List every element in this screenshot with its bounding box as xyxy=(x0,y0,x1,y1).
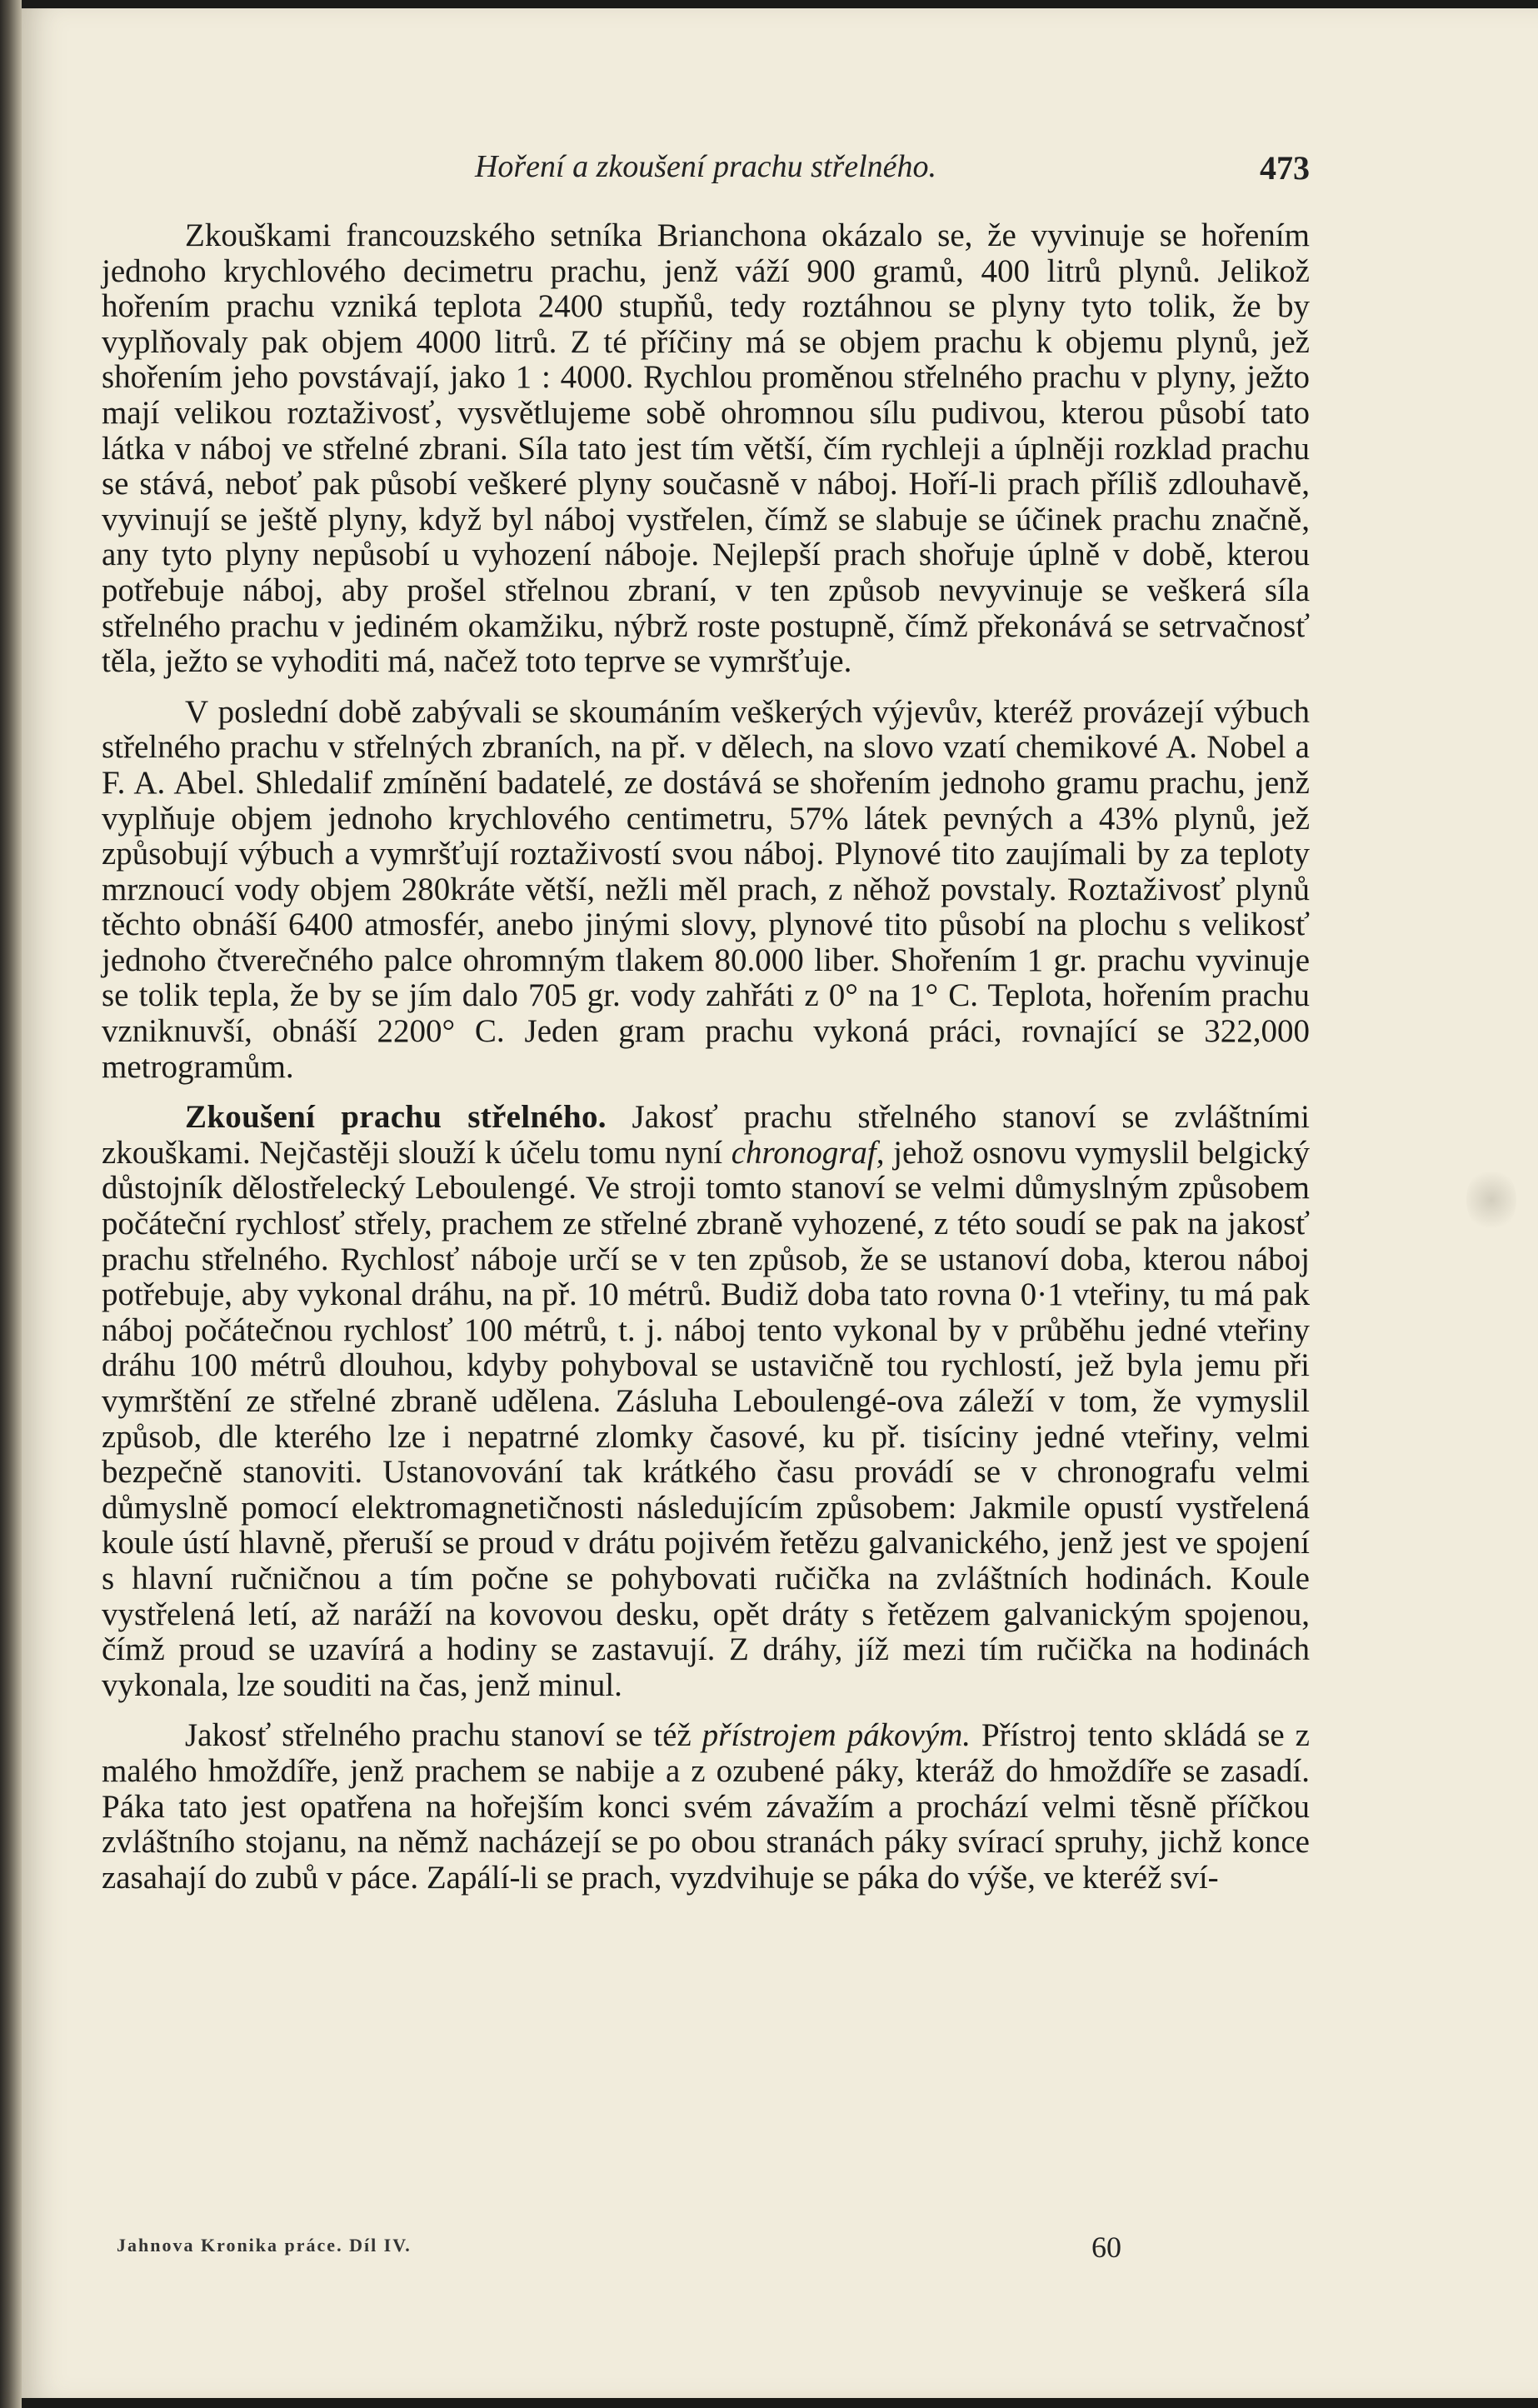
term-chronograf: chronograf, xyxy=(731,1134,885,1171)
paragraph-4 xyxy=(102,1718,1310,1896)
paragraph-3 xyxy=(102,1100,1310,1703)
term-pristroj-pakovy: přístrojem pákovým. xyxy=(702,1717,971,1754)
paragraph-1: Zkouškami francouzského setníka Brianchona okázalo se, že vyvinuje se hořením jednoho krychlového decimetru prachu, jenž váží 900 gramů, 400 litrů plynů. Jelikož hořením prachu vzniká teplota 2400 stupňů, tedy roztáhnou se plyny tyto tolik, že by vyplňovaly pak objem 4000 litrů. Z té příčiny má se objem prachu k objemu plynů, jež shořením jeho povstávají, jako 1 : 4000. Rychlou proměnou střelného prachu v plyny, ježto mají velikou roztaživosť, vysvětlujeme sobě ohromnou sílu pudivou, kterou působí tato látka v náboj ve střelné zbrani. Síla tato jest tím větší, čím rychleji a úplněji rozklad prachu se stává, neboť pak působí veškeré plyny současně v náboj. Hoří-li prach příliš zdlouhavě, vyvinují se ještě plyny, když byl náboj vystřelen, čímž se slabuje se účinek prachu značně, any tyto plyny nepůsobí u vyhození náboje. Nejlepší prach shořuje úplně v době, kterou potřebuje náboj, aby prošel střelnou zbraní, v ten způsob nevyvinuje se veškerá síla střelného prachu v jediném okamžiku, nýbrž roste postupně, čímž překonává se setrvačnosť těla, ježto se vyhoditi má, načež toto teprve se vymršťuje. xyxy=(102,217,1310,680)
paragraph-4-text-a: Jakosť střelného prachu stanoví se též xyxy=(185,1717,702,1754)
section-heading-inline: Zkoušení prachu střelného. xyxy=(185,1099,607,1136)
book-binding-edge xyxy=(0,0,22,2408)
running-title: Hoření a zkoušení prachu střelného. xyxy=(474,149,937,184)
paragraph-3-text-a: Jakosť prachu střelného stanoví se zvláštními zkouškami. Nejčastěji slouží k účelu tomu nyní xyxy=(102,1099,1310,1171)
paragraph-3-text-b: jehož osnovu vymyslil belgický důstojník dělostřelecký Leboulengé. Ve stroji tomto stanoví se velmi důmyslným způsobem počáteční rychlosť střely, prachem ze střelné zbraně vyhozené, z této soudí se pak na jakosť prachu střelného. Rychlosť náboje určí se v ten způsob, že se ustanoví doba, kterou náboj potřebuje, aby vykonal dráhu, na př. 10 métrů. Budiž doba tato rovna 0·1 vteřiny, tu má pak náboj počátečnou rychlosť 100 métrů, t. j. náboj tento vykonal by v průběhu jedné vteřiny dráhu 100 métrů dlouhou, kdyby pohyboval se ustavičně tou rychlostí, jež byla jemu při vymrštění ze střelné zbraně udělena. Zásluha Leboulengé-ova záleží v tom, že vymyslil způsob, dle kterého lze i nepatrné zlomky časové, ku př. tisíciny jedné vteřiny, velmi bezpečně stanoviti. Ustanovování tak krátkého času provádí se v chronografu velmi důmyslně pomocí elektromagnetičnosti následujícím způsobem: Jakmile opustí vystřelená koule ústí hlavně, přeruší se proud v drátu pojivém řetězu galvanického, jenž jest ve spojení s hlavní ručničnou a tím počne se pohybovati ručička na zvláštních hodinách. Koule vystřelená letí, až naráží na kovovou desku, opět dráty s řetězem galvanickým spojenou, čímž proud se uzavírá a hodiny se zastavují. Z dráhy, jíž mezi tím ručička na hodinách vykonala, lze souditi na čas, jenž minul. xyxy=(102,1134,1310,1703)
body-text xyxy=(102,218,1310,1904)
footer-signature: Jahnova Kronika práce. Díl IV. xyxy=(117,2235,412,2256)
page-smudge xyxy=(1466,1167,1516,1233)
paragraph-2: V poslední době zabývali se skoumáním veškerých výjevův, kteréž provázejí výbuch střelného prachu v střelných zbraních, na př. v dělech, na slovo vzatí chemikové A. Nobel a F. A. Abel. Shledalif zmínění badatelé, ze dostává se shořením jednoho gramu prachu, jenž vyplňuje objem jednoho krychlového centimetru, 57% látek pevných a 43% plynů, jež způsobují výbuch a vymršťují roztaživostí svou náboj. Plynové tito zaujímali by za teploty mrznoucí vody objem 280kráte větší, nežli měl prach, z něhož povstaly. Roztaživosť plynů těchto obnáší 6400 atmosfér, anebo jinými slovy, plynové tito působí na plochu s velikosť jednoho čtverečného palce ohromným tlakem 80.000 liber. Shořením 1 gr. prachu vyvinuje se tolik tepla, že by se jím dalo 705 gr. vody zahřáti z 0° na 1° C. Teplota, hořením prachu vzniknuvší, obnáší 2200° C. Jeden gram prachu vykoná práci, rovnající se 322,000 metrogramům. xyxy=(102,693,1310,1085)
paragraph-4-text-b: Přístroj tento skládá se z malého hmoždíře, jenž prachem se nabije a z ozubené páky, kteráž do hmoždíře se zasadí. Páka tato jest opatřena na hořejším konci svém závažím a prochází velmi těsně příčkou zvláštního stojanu, na němž nacházejí se po obou stranách páky svírací spruhy, jichž konce zasahají do zubů v páce. Zapálí-li se prach, vyzdvihuje se páka do výše, ve kteréž sví- xyxy=(102,1717,1310,1896)
sheet-number: 60 xyxy=(1091,2231,1121,2264)
running-head xyxy=(102,148,1310,190)
page-footer xyxy=(117,2230,1308,2263)
page-number: 473 xyxy=(1260,149,1310,187)
